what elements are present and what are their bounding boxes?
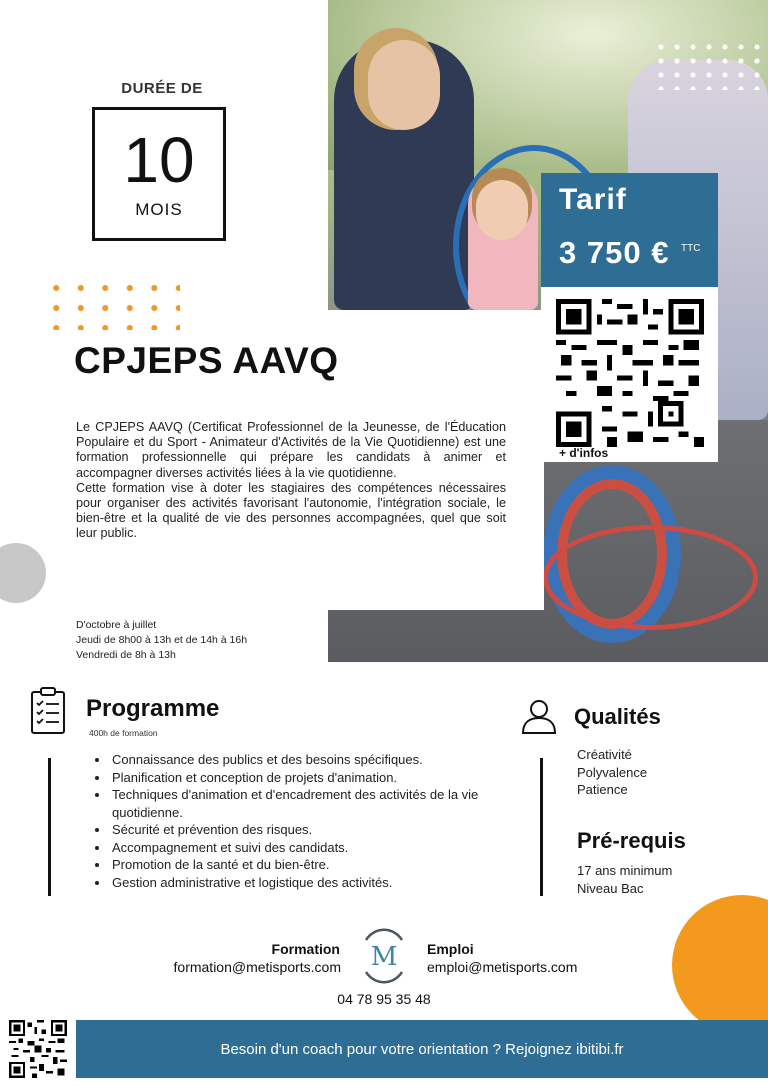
list-item: Patience [577,782,628,797]
tarif-box [541,173,718,287]
list-item: 17 ans minimum [577,863,673,878]
programme-title: Programme [86,695,220,722]
programme-list [92,751,535,891]
duration-label: DURÉE DE [121,80,203,97]
course-description [76,420,506,542]
footer-qr-code[interactable] [9,1020,67,1078]
info-qr-panel [541,287,718,462]
decorative-dots [44,278,180,330]
schedule [76,618,247,663]
list-item: • Planification et conception de projets d'animation. [110,769,535,787]
schedule-thursday: Jeudi de 8h00 à 13h et de 14h à 16h [76,634,248,646]
duration-unit: MOIS [135,200,183,219]
list-item: • Connaissance des publics et des besoins spécifiques. [110,751,535,769]
course-title: CPJEPS AAVQ [74,340,339,381]
list-item: • Accompagnement et suivi des candidats. [110,839,535,857]
duration-number: 10 [123,124,195,196]
logo-letter: M [370,942,398,972]
formation-email[interactable]: formation@metisports.com [173,959,341,975]
list-item: • Gestion administrative et logistique des activités. [110,874,535,892]
description-paragraph-1: Le CPJEPS AAVQ (Certificat Professionnel de la Jeunesse, de l'Éducation Populaire et du Sport - Animateur d'Activités de la Vie Quotidienne) est une formation professionnelle qui prépare les candidats à animer et accompagner diverses activités liées à la vie quotidienne. [76,420,506,480]
list-item: • Promotion de la santé et du bien-être. [110,856,535,874]
tarif-tax: TTC [681,243,701,254]
decorative-grey-circle [0,543,46,603]
info-qr-code[interactable] [556,299,704,447]
emploi-email[interactable]: emploi@metisports.com [427,959,578,975]
schedule-period: D'octobre à juillet [76,619,157,631]
divider-left [48,758,51,896]
decorative-orange-circle [672,895,768,1035]
qualites-title: Qualités [574,704,661,729]
list-item: Niveau Bac [577,880,644,896]
list-item: Créativité [577,747,632,762]
clipboard-checklist-icon [30,687,66,735]
tarif-price: 3 750 € [559,235,670,270]
prerequis-list [577,862,672,897]
schedule-friday: Vendredi de 8h à 13h [76,649,176,661]
qualites-list [577,746,647,799]
list-item: • Sécurité et prévention des risques. [110,821,535,839]
prerequis-title: Pré-requis [577,828,686,853]
duration-box [92,107,226,241]
formation-label: Formation [271,941,340,957]
list-item: • Techniques d'animation et d'encadrement des activités de la vie quotidienne. [110,786,535,821]
tarif-label: Tarif [559,183,627,216]
qr-caption: + d'infos [559,446,609,460]
footer-banner[interactable] [76,1020,768,1078]
banner-text: Besoin d'un coach pour votre orientation ? Rejoignez ibitibi.fr [220,1041,624,1058]
metisports-logo [358,928,410,984]
list-item: Polyvalence [577,764,648,780]
person-icon [520,697,558,735]
phone-number[interactable]: 04 78 95 35 48 [337,991,431,1007]
description-paragraph-2: Cette formation vise à doter les stagiaires des compétences nécessaires pour organiser des activités favorisant l'autonomie, l'intégration sociale, le bien-être et la qualité de vie des personnes accompagnées, quel que soit leur public. [76,480,506,541]
programme-hours: 400h de formation [89,728,158,738]
divider-middle [540,758,543,896]
emploi-label: Emploi [427,941,474,957]
